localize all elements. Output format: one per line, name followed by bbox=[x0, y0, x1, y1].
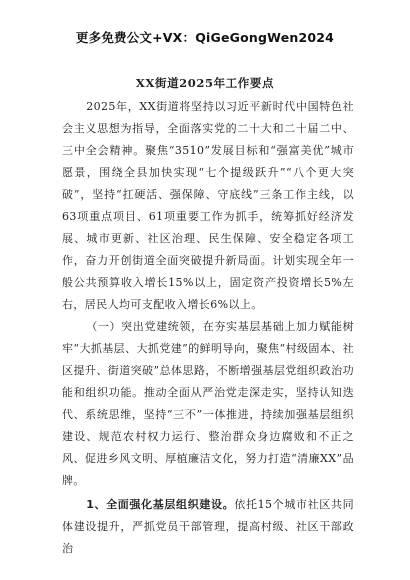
paragraph-intro: 2025年，XX街道将坚持以习近平新时代中国特色社会主义思想为指导，全面落实党的二十大和二十届二中、三中全会精神。聚焦“3510”发展目标和“强富美优”城市愿景，围绕全县加快实现“七个提级跃升”“八个更大突破”，坚持“扛硬活、强保障、守底线”三条工作主线，以63项重点项目、61项重要工作为抓手，统筹抓好经济发展、城市更新、社区治理、民生保障、安全稳定各项工作，奋力开创街道全面突破提升新局面。计划实现全年一般公共预算收入增长15%以上，固定资产投资增长5%左右，居民人均可支配收入增长6%以上。 bbox=[62, 100, 354, 311]
item-one-heading: 1、全面强化基层组织建设。 bbox=[86, 498, 235, 511]
promo-header-banner: 更多免费公文+VX：QiGeGongWen2024 bbox=[75, 30, 335, 45]
paragraph-item-one bbox=[62, 494, 354, 560]
document-title: XX街道2025年工作要点 bbox=[135, 76, 275, 90]
paragraph-section-one: （一）突出党建统领，在夯实基层基础上加力赋能树牢“大抓基层、大抓党建”的鲜明导向，聚焦“村级固本、社区提升、街道突破”总体思路，不断增强基层党组织政治功能和组织功能。推动全面从严治党走深走实，坚持认知迭代、系统思维，坚持“三不”一体推进，持续加强基层组织建设、规范农村权力运行、整治群众身边腐败和不正之风、促进乡风文明、厚植廉洁文化，努力打造“清廉XX”品牌。 bbox=[62, 320, 354, 487]
item-one-text: 依托15个城市社区共同体建设提升，严抓党员干部管理，提高村级、社区干部政治 bbox=[62, 498, 354, 555]
